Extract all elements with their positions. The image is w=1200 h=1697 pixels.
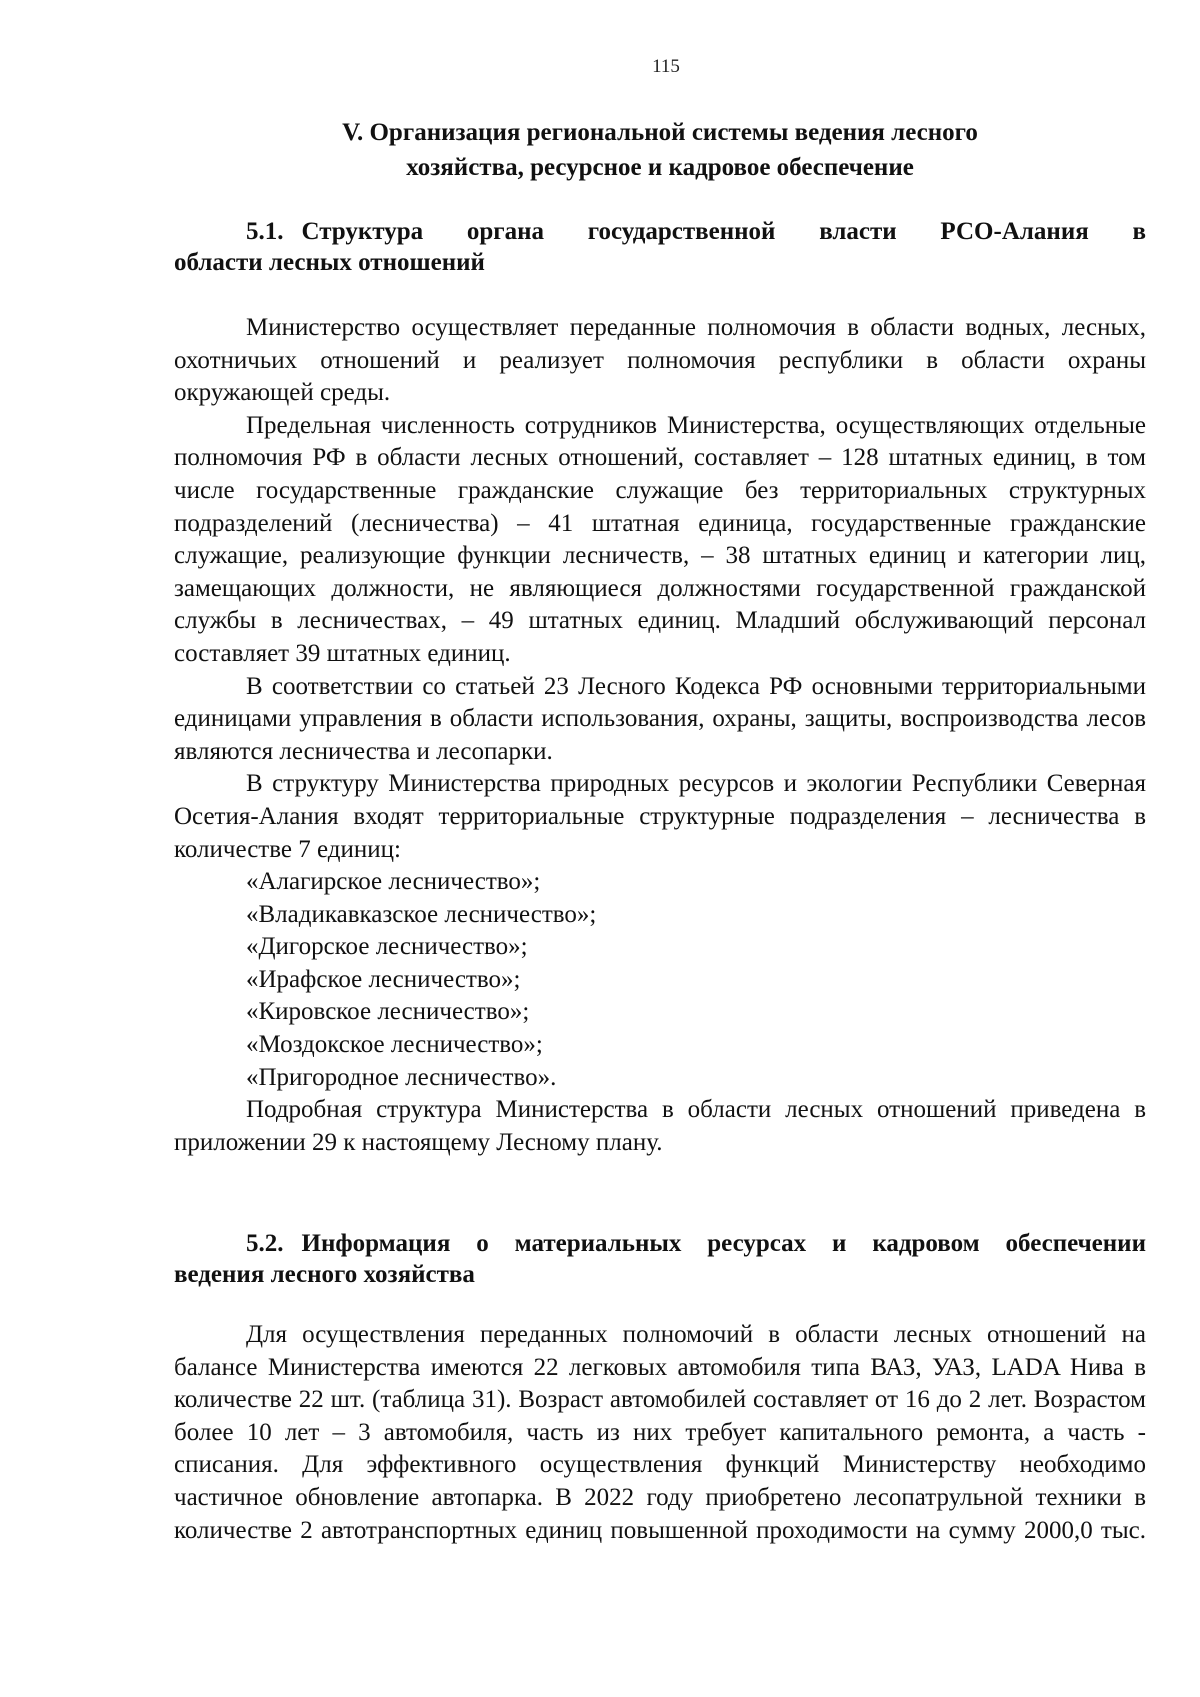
chapter-title-line2: хозяйства, ресурсное и кадровое обеспечение bbox=[406, 154, 914, 181]
paragraph: Министерство осуществляет переданные полномочия в области водных, лесных, охотничьих отношений и реализует полномочия республики в области охраны окружающей среды. bbox=[174, 314, 1146, 407]
paragraph: Для осуществления переданных полномочий в области лесных отношений на балансе Министерства имеются 22 легковых автомобиля типа ВАЗ, УАЗ, LADA Нива в количестве 22 шт. (таблица 31). Возраст автомобилей составляет от 16 до 2 лет. Возрастом более 10 лет – 3 автомобиля, часть из них требует капитального ремонта, а часть - списания. Для эффективного осуществления функций Министерству необходимо частичное обновление автопарка. В 2022 году приобретено лесопатрульной техники в количестве 2 автотранспортных единиц повышенной проходимости на сумму 2000,0 тыс. bbox=[174, 1321, 1146, 1544]
section-title-text: Информация о материальных ресурсах и кадровом обеспечении bbox=[301, 1230, 1146, 1257]
section-body-5-1 bbox=[174, 312, 1146, 1159]
paragraph: В соответствии со статьей 23 Лесного Кодекса РФ основными территориальными единицами управления в области использования, охраны, защиты, воспроизводства лесов являются лесничества и лесопарки. bbox=[174, 672, 1146, 765]
section-title-line1 bbox=[174, 1228, 1146, 1259]
section-title-line2: области лесных отношений bbox=[174, 249, 485, 276]
page-number: 115 bbox=[652, 56, 680, 77]
list-item: «Моздокское лесничество»; bbox=[246, 1031, 543, 1059]
section-title-line1 bbox=[174, 216, 1146, 247]
list-item: «Пригородное лесничество». bbox=[246, 1063, 557, 1091]
list-item: «Владикавказское лесничество»; bbox=[246, 900, 597, 928]
section-title-text: Структура органа государственной власти РСО-Алания в bbox=[301, 218, 1146, 245]
section-title-line2: ведения лесного хозяйства bbox=[174, 1261, 475, 1288]
paragraph: Подробная структура Министерства в области лесных отношений приведена в приложении 29 к настоящему Лесному плану. bbox=[174, 1096, 1146, 1156]
section-title-5-2 bbox=[174, 1228, 1146, 1290]
section-number: 5.1. bbox=[246, 218, 284, 245]
section-body-5-2 bbox=[174, 1319, 1146, 1547]
list-item: «Кировское лесничество»; bbox=[246, 998, 530, 1026]
paragraph: Предельная численность сотрудников Министерства, осуществляющих отдельные полномочия РФ в области лесных отношений, составляет – 128 штатных единиц, в том числе государственные гражданские служащие без территориальных структурных подразделений (лесничества) – 41 штатная единица, государственные гражданские служащие, реализующие функции лесничеств, – 38 штатных единиц и категории лиц, замещающих должности, не являющиеся должностями государственной гражданской службы в лесничествах, – 49 штатных единиц. Младший обслуживающий персонал составляет 39 штатных единиц. bbox=[174, 411, 1146, 667]
list-item: «Алагирское лесничество»; bbox=[246, 868, 541, 896]
section-title-5-1 bbox=[174, 216, 1146, 278]
section-number: 5.2. bbox=[246, 1230, 284, 1257]
chapter-title-line1: V. Организация региональной системы ведения лесного bbox=[342, 119, 978, 146]
chapter-title bbox=[150, 115, 1170, 185]
paragraph: В структуру Министерства природных ресурсов и экологии Республики Северная Осетия-Алания входят территориальные структурные подразделения – лесничества в количестве 7 единиц: bbox=[174, 770, 1146, 863]
list-item: «Ирафское лесничество»; bbox=[246, 965, 521, 993]
list-item: «Дигорское лесничество»; bbox=[246, 933, 528, 961]
